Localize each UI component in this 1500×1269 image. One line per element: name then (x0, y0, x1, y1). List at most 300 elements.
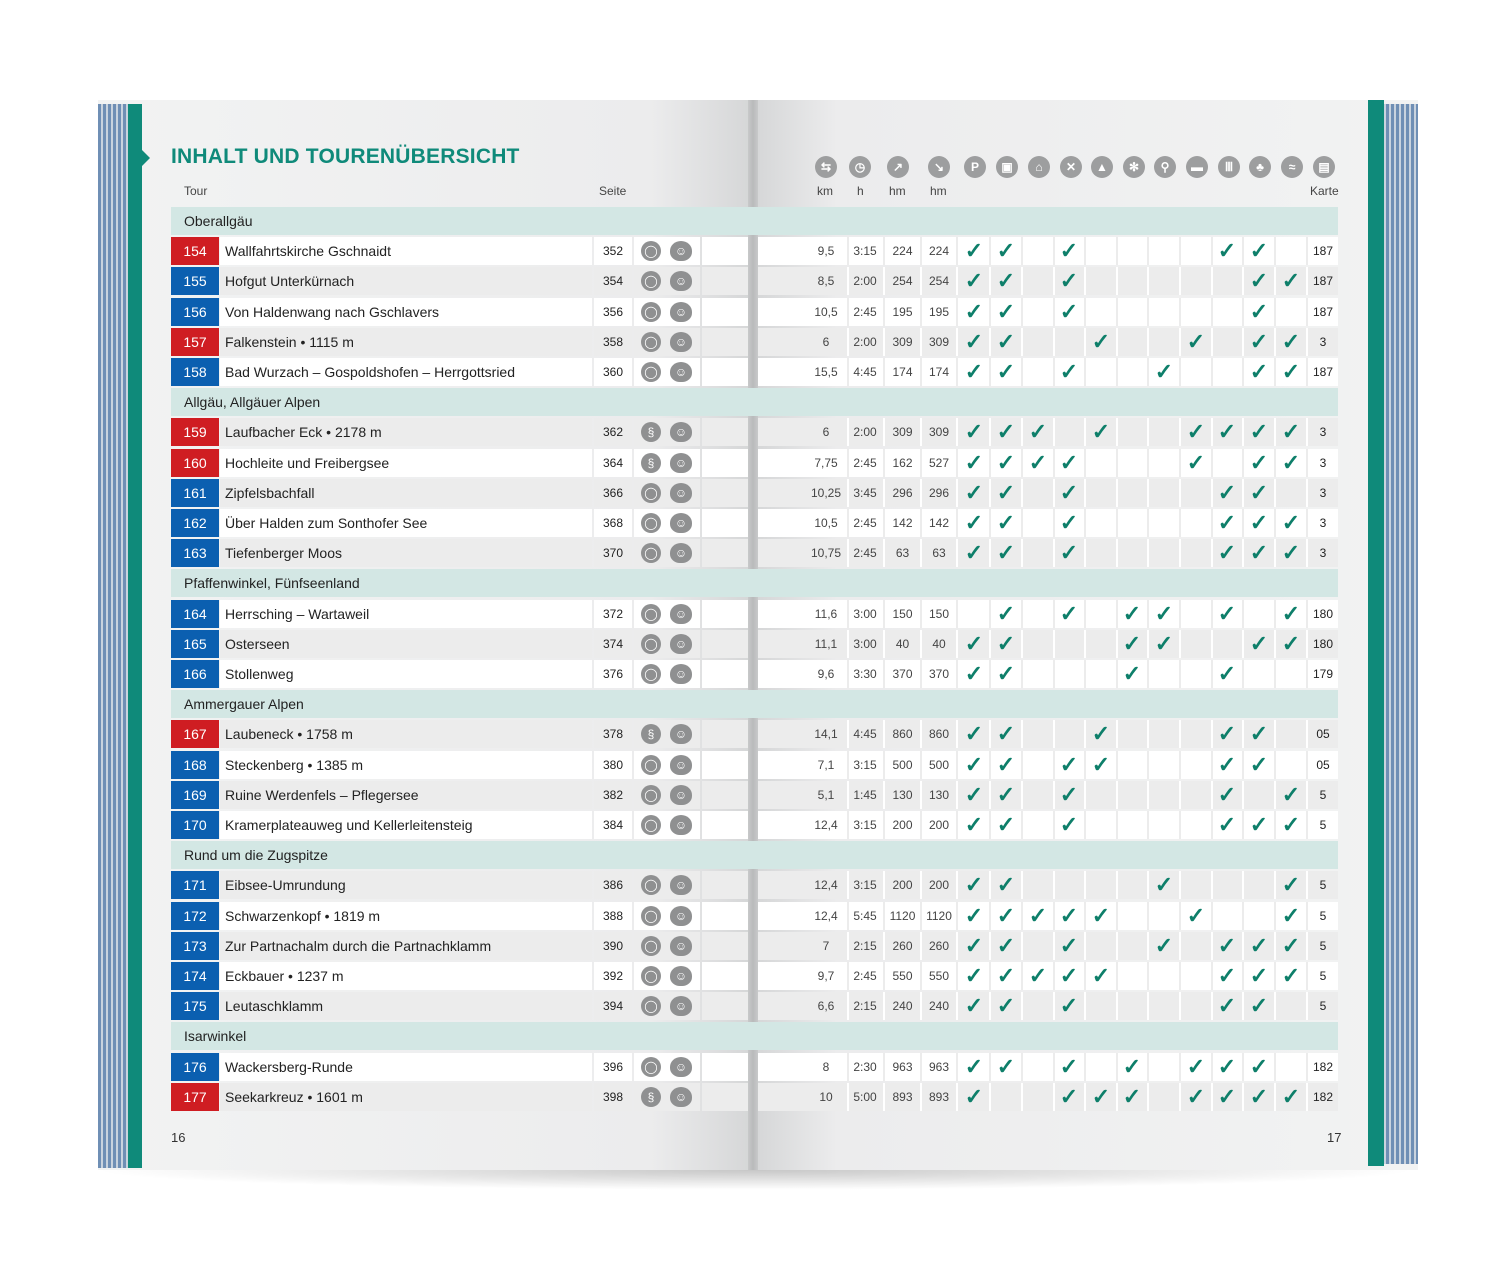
empty-cell (1086, 298, 1118, 326)
table-row[interactable] (0, 781, 1400, 809)
empty-cell (1181, 781, 1213, 809)
easy-difficulty-icon: ◯ (641, 996, 661, 1016)
check-icon: ✓ (1244, 449, 1276, 477)
row-filler (702, 418, 748, 446)
row-filler (702, 1083, 748, 1111)
check-icon: ✓ (959, 479, 991, 507)
check-icon: ✓ (991, 932, 1023, 960)
tour-number: 162 (171, 509, 219, 537)
empty-cell (1117, 539, 1149, 567)
tour-descent: 370 (922, 660, 958, 688)
family-bear-icon: ☺ (670, 1057, 692, 1077)
tour-descent: 142 (922, 509, 958, 537)
check-icon: ✓ (1212, 479, 1244, 507)
empty-cell (1276, 237, 1308, 265)
check-icon: ✓ (959, 509, 991, 537)
tour-name[interactable]: Herrsching – Wartaweil (220, 600, 592, 628)
empty-cell (1149, 992, 1181, 1020)
tour-name[interactable]: Kramerplateauweg und Kellerleitensteig (220, 811, 592, 839)
tour-name[interactable]: Hofgut Unterkürnach (220, 267, 592, 295)
check-icon: ✓ (959, 720, 991, 748)
trail-difficulty-icon: § (641, 724, 661, 744)
row-filler (702, 600, 748, 628)
empty-cell (1023, 932, 1055, 960)
tour-name[interactable]: Osterseen (220, 630, 592, 658)
empty-cell (1149, 539, 1181, 567)
difficulty-cell (634, 358, 700, 386)
empty-cell (1117, 358, 1149, 386)
tour-number: 170 (171, 811, 219, 839)
table-row[interactable] (0, 479, 1400, 507)
empty-cell (1149, 902, 1181, 930)
empty-cell (1276, 660, 1308, 688)
tour-page: 352 (594, 237, 632, 265)
table-row[interactable] (0, 720, 1400, 748)
check-icon: ✓ (959, 267, 991, 295)
tour-page: 376 (594, 660, 632, 688)
table-row[interactable] (0, 328, 1400, 356)
empty-cell (1212, 902, 1244, 930)
tour-name[interactable]: Über Halden zum Sonthofer See (220, 509, 592, 537)
check-icon: ✓ (1276, 328, 1308, 356)
header-tour: Tour (184, 184, 208, 198)
check-icon: ✓ (1276, 418, 1308, 446)
tour-map: 180 (1312, 637, 1334, 651)
check-icon: ✓ (959, 1083, 991, 1111)
empty-cell (1054, 418, 1086, 446)
nature-icon: ♣ (1249, 156, 1271, 178)
empty-cell (1086, 267, 1118, 295)
tour-descent: 500 (922, 751, 958, 779)
empty-cell (1086, 630, 1118, 658)
family-bear-icon: ☺ (670, 634, 692, 654)
row-filler (702, 509, 748, 537)
table-row[interactable] (0, 1083, 1400, 1111)
check-icon: ✓ (959, 418, 991, 446)
empty-cell (1149, 449, 1181, 477)
empty-cell (1023, 992, 1055, 1020)
empty-cell (1244, 781, 1276, 809)
tour-descent: 893 (922, 1083, 958, 1111)
table-row[interactable] (0, 539, 1400, 567)
difficulty-cell (634, 751, 700, 779)
empty-cell (1117, 449, 1149, 477)
tour-name[interactable]: Seekarkreuz • 1601 m (220, 1083, 592, 1111)
family-bear-icon: ☺ (670, 483, 692, 503)
check-icon: ✓ (959, 962, 991, 990)
table-row[interactable] (0, 751, 1400, 779)
region-band (171, 841, 1338, 869)
empty-cell (1117, 267, 1149, 295)
signpost-icon: ⇆ (815, 156, 837, 178)
table-row[interactable] (0, 267, 1400, 295)
tour-page: 380 (594, 751, 632, 779)
header-h: h (857, 184, 864, 198)
difficulty-cell (634, 418, 700, 446)
tour-descent: 550 (922, 962, 958, 990)
empty-cell (1023, 720, 1055, 748)
easy-difficulty-icon: ◯ (641, 936, 661, 956)
empty-cell (1117, 298, 1149, 326)
family-bear-icon: ☺ (670, 513, 692, 533)
row-filler (702, 932, 748, 960)
tour-map: 187 (1312, 244, 1334, 258)
tour-page: 358 (594, 328, 632, 356)
family-bear-icon: ☺ (670, 664, 692, 684)
check-icon: ✓ (1054, 902, 1086, 930)
check-icon: ✓ (1276, 1083, 1308, 1111)
tour-name[interactable]: Laufbacher Eck • 2178 m (220, 418, 592, 446)
check-icon: ✓ (1244, 992, 1276, 1020)
empty-cell (1117, 479, 1149, 507)
check-icon: ✓ (1086, 418, 1118, 446)
check-icon: ✓ (991, 539, 1023, 567)
row-filler (702, 328, 748, 356)
check-icon: ✓ (1149, 630, 1181, 658)
empty-cell (1244, 660, 1276, 688)
check-icon: ✓ (1117, 660, 1149, 688)
check-icon: ✓ (959, 902, 991, 930)
tour-hours: 3:00 (847, 630, 885, 658)
empty-cell (1276, 1053, 1308, 1081)
tour-descent: 130 (922, 781, 958, 809)
tour-km: 12,4 (805, 871, 849, 899)
check-icon: ✓ (991, 237, 1023, 265)
tour-page: 388 (594, 902, 632, 930)
tour-map: 182 (1312, 1060, 1334, 1074)
check-icon: ✓ (1054, 811, 1086, 839)
tour-page: 356 (594, 298, 632, 326)
empty-cell (1181, 539, 1213, 567)
easy-difficulty-icon: ◯ (641, 906, 661, 926)
empty-cell (1212, 871, 1244, 899)
tour-km: 11,1 (805, 630, 849, 658)
empty-cell (1276, 720, 1308, 748)
check-icon: ✓ (1244, 237, 1276, 265)
check-icon: ✓ (1276, 539, 1308, 567)
tour-hours: 2:00 (847, 267, 885, 295)
empty-cell (1023, 328, 1055, 356)
empty-cell (1023, 298, 1055, 326)
empty-cell (1086, 781, 1118, 809)
tour-hours: 2:30 (847, 1053, 885, 1081)
difficulty-cell (634, 600, 700, 628)
tour-number: 176 (171, 1053, 219, 1081)
empty-cell (1117, 751, 1149, 779)
tour-name[interactable]: Falkenstein • 1115 m (220, 328, 592, 356)
tour-number: 171 (171, 871, 219, 899)
check-icon: ✓ (1276, 600, 1308, 628)
difficulty-cell (634, 630, 700, 658)
table-row[interactable] (0, 902, 1400, 930)
table-row[interactable] (0, 992, 1400, 1020)
row-filler (702, 720, 748, 748)
table-row[interactable] (0, 418, 1400, 446)
museum-icon: Ⅲ (1218, 156, 1240, 178)
tour-name[interactable]: Schwarzenkopf • 1819 m (220, 902, 592, 930)
empty-cell (1212, 358, 1244, 386)
check-icon: ✓ (1181, 418, 1213, 446)
bike-icon: ⚲ (1154, 156, 1176, 178)
tour-hours: 5:45 (847, 902, 885, 930)
check-icon: ✓ (991, 630, 1023, 658)
tour-name[interactable]: Hochleite und Freibergsee (220, 449, 592, 477)
difficulty-cell (634, 660, 700, 688)
tour-km: 6 (805, 418, 849, 446)
check-icon: ✓ (1244, 539, 1276, 567)
difficulty-cell (634, 298, 700, 326)
tour-name[interactable]: Bad Wurzach – Gospoldshofen – Herrgottsried (220, 358, 592, 386)
check-icon: ✓ (1054, 449, 1086, 477)
tour-ascent: 40 (885, 630, 922, 658)
region-label: Isarwinkel (184, 1028, 247, 1045)
tour-km: 9,5 (805, 237, 849, 265)
page-number-right: 17 (1327, 1130, 1342, 1145)
tour-number: 163 (171, 539, 219, 567)
tour-name[interactable]: Eibsee-Umrundung (220, 871, 592, 899)
difficulty-cell (634, 781, 700, 809)
tour-ascent: 150 (885, 600, 922, 628)
empty-cell (1117, 902, 1149, 930)
map-icon: ▤ (1313, 156, 1335, 178)
tour-km: 12,4 (805, 902, 849, 930)
tour-page: 364 (594, 449, 632, 477)
tour-map: 5 (1319, 999, 1327, 1013)
empty-cell (1244, 902, 1276, 930)
check-icon: ✓ (1276, 509, 1308, 537)
tour-map: 3 (1319, 335, 1327, 349)
check-icon: ✓ (1181, 1053, 1213, 1081)
empty-cell (1149, 509, 1181, 537)
check-icon: ✓ (1244, 811, 1276, 839)
empty-cell (1212, 328, 1244, 356)
tour-number: 158 (171, 358, 219, 386)
check-icon: ✓ (959, 237, 991, 265)
check-icon: ✓ (991, 720, 1023, 748)
tour-page: 362 (594, 418, 632, 446)
check-icon: ✓ (991, 751, 1023, 779)
check-icon: ✓ (991, 781, 1023, 809)
check-icon: ✓ (1276, 358, 1308, 386)
check-icon: ✓ (991, 962, 1023, 990)
check-icon: ✓ (1212, 932, 1244, 960)
check-icon: ✓ (1276, 449, 1308, 477)
tour-descent: 254 (922, 267, 958, 295)
tour-name[interactable]: Zur Partnachalm durch die Partnachklamm (220, 932, 592, 960)
tour-ascent: 550 (885, 962, 922, 990)
row-filler (702, 781, 748, 809)
tour-descent: 296 (922, 479, 958, 507)
empty-cell (1276, 479, 1308, 507)
ascent-icon: ↗ (887, 156, 909, 178)
tour-ascent: 893 (885, 1083, 922, 1111)
tour-page: 386 (594, 871, 632, 899)
tour-km: 10,5 (805, 298, 849, 326)
empty-cell (1086, 358, 1118, 386)
family-bear-icon: ☺ (670, 362, 692, 382)
tour-name[interactable]: Zipfelsbachfall (220, 479, 592, 507)
empty-cell (1117, 328, 1149, 356)
tour-hours: 3:30 (847, 660, 885, 688)
tour-hours: 2:00 (847, 328, 885, 356)
page-title: INHALT UND TOURENÜBERSICHT (171, 145, 520, 168)
tour-map: 5 (1319, 969, 1327, 983)
empty-cell (1149, 751, 1181, 779)
empty-cell (1212, 267, 1244, 295)
row-filler (702, 449, 748, 477)
check-icon: ✓ (1086, 902, 1118, 930)
tour-ascent: 963 (885, 1053, 922, 1081)
check-icon: ✓ (1149, 871, 1181, 899)
empty-cell (1181, 871, 1213, 899)
table-row[interactable] (0, 660, 1400, 688)
empty-cell (1117, 871, 1149, 899)
row-filler (702, 539, 748, 567)
check-icon: ✓ (1181, 449, 1213, 477)
table-row[interactable] (0, 932, 1400, 960)
row-filler (702, 811, 748, 839)
page-number-left: 16 (171, 1130, 186, 1145)
tour-number: 168 (171, 751, 219, 779)
tour-km: 10,75 (805, 539, 849, 567)
difficulty-cell (634, 449, 700, 477)
swimming-icon: ≈ (1281, 156, 1303, 178)
tour-number: 166 (171, 660, 219, 688)
tour-name[interactable]: Leutaschklamm (220, 992, 592, 1020)
row-filler (702, 902, 748, 930)
tour-km: 8,5 (805, 267, 849, 295)
tour-page: 366 (594, 479, 632, 507)
tour-km: 11,6 (805, 600, 849, 628)
empty-cell (1054, 660, 1086, 688)
family-bear-icon: ☺ (670, 966, 692, 986)
family-bear-icon: ☺ (670, 332, 692, 352)
table-row[interactable] (0, 237, 1400, 265)
table-row[interactable] (0, 1053, 1400, 1081)
check-icon: ✓ (1181, 328, 1213, 356)
table-row[interactable] (0, 358, 1400, 386)
tour-hours: 2:45 (847, 962, 885, 990)
tour-name[interactable]: Laubeneck • 1758 m (220, 720, 592, 748)
tour-km: 8 (805, 1053, 849, 1081)
tour-name[interactable]: Wallfahrtskirche Gschnaidt (220, 237, 592, 265)
tour-descent: 240 (922, 992, 958, 1020)
check-icon: ✓ (959, 539, 991, 567)
row-filler (702, 1053, 748, 1081)
empty-cell (1181, 237, 1213, 265)
tour-km: 12,4 (805, 811, 849, 839)
check-icon: ✓ (959, 630, 991, 658)
tour-ascent: 142 (885, 509, 922, 537)
check-icon: ✓ (991, 992, 1023, 1020)
header-karte: Karte (1310, 184, 1339, 198)
header-seite: Seite (599, 184, 627, 198)
tour-hours: 1:45 (847, 781, 885, 809)
check-icon: ✓ (1086, 962, 1118, 990)
tour-name[interactable]: Wackersberg-Runde (220, 1053, 592, 1081)
tour-page: 354 (594, 267, 632, 295)
check-icon: ✓ (1244, 1053, 1276, 1081)
row-filler (702, 358, 748, 386)
empty-cell (1023, 479, 1055, 507)
check-icon: ✓ (991, 418, 1023, 446)
region-label: Allgäu, Allgäuer Alpen (184, 394, 321, 411)
region-label: Oberallgäu (184, 213, 253, 229)
tour-ascent: 309 (885, 328, 922, 356)
check-icon: ✓ (1212, 781, 1244, 809)
family-bear-icon: ☺ (670, 785, 692, 805)
tour-name[interactable]: Ruine Werdenfels – Pflegersee (220, 781, 592, 809)
check-icon: ✓ (1212, 660, 1244, 688)
empty-cell (1054, 328, 1086, 356)
table-row[interactable] (0, 871, 1400, 899)
table-row[interactable] (0, 600, 1400, 628)
row-filler (702, 751, 748, 779)
check-icon: ✓ (1212, 811, 1244, 839)
tour-hours: 5:00 (847, 1083, 885, 1111)
tour-map: 3 (1319, 516, 1327, 530)
easy-difficulty-icon: ◯ (641, 513, 661, 533)
check-icon: ✓ (991, 267, 1023, 295)
check-icon: ✓ (1212, 539, 1244, 567)
check-icon: ✓ (1276, 267, 1308, 295)
table-row[interactable] (0, 298, 1400, 326)
tour-number: 159 (171, 418, 219, 446)
tour-descent: 224 (922, 237, 958, 265)
table-row[interactable] (0, 509, 1400, 537)
tour-descent: 200 (922, 871, 958, 899)
empty-cell (1149, 811, 1181, 839)
check-icon: ✓ (1086, 720, 1118, 748)
table-row[interactable] (0, 630, 1400, 658)
empty-cell (1117, 962, 1149, 990)
empty-cell (1212, 298, 1244, 326)
table-row[interactable] (0, 811, 1400, 839)
table-row[interactable] (0, 962, 1400, 990)
empty-cell (1117, 418, 1149, 446)
check-icon: ✓ (1244, 358, 1276, 386)
check-icon: ✓ (991, 358, 1023, 386)
easy-difficulty-icon: ◯ (641, 332, 661, 352)
empty-cell (1086, 811, 1118, 839)
tour-number: 172 (171, 902, 219, 930)
check-icon: ✓ (991, 871, 1023, 899)
easy-difficulty-icon: ◯ (641, 302, 661, 322)
tour-name[interactable]: Tiefenberger Moos (220, 539, 592, 567)
empty-cell (1181, 358, 1213, 386)
empty-cell (1023, 267, 1055, 295)
empty-cell (1086, 932, 1118, 960)
tour-name[interactable]: Von Haldenwang nach Gschlavers (220, 298, 592, 326)
tour-name[interactable]: Steckenberg • 1385 m (220, 751, 592, 779)
row-filler (702, 479, 748, 507)
check-icon: ✓ (959, 298, 991, 326)
empty-cell (1117, 992, 1149, 1020)
empty-cell (1244, 600, 1276, 628)
check-icon: ✓ (1117, 630, 1149, 658)
tour-name[interactable]: Eckbauer • 1237 m (220, 962, 592, 990)
tour-map: 180 (1312, 607, 1334, 621)
check-icon: ✓ (1212, 751, 1244, 779)
empty-cell (959, 600, 991, 628)
table-row[interactable] (0, 449, 1400, 477)
tour-number: 155 (171, 267, 219, 295)
family-bear-icon: ☺ (670, 271, 692, 291)
tour-number: 157 (171, 328, 219, 356)
region-band (171, 1022, 1338, 1050)
tour-name[interactable]: Stollenweg (220, 660, 592, 688)
check-icon: ✓ (1023, 418, 1055, 446)
